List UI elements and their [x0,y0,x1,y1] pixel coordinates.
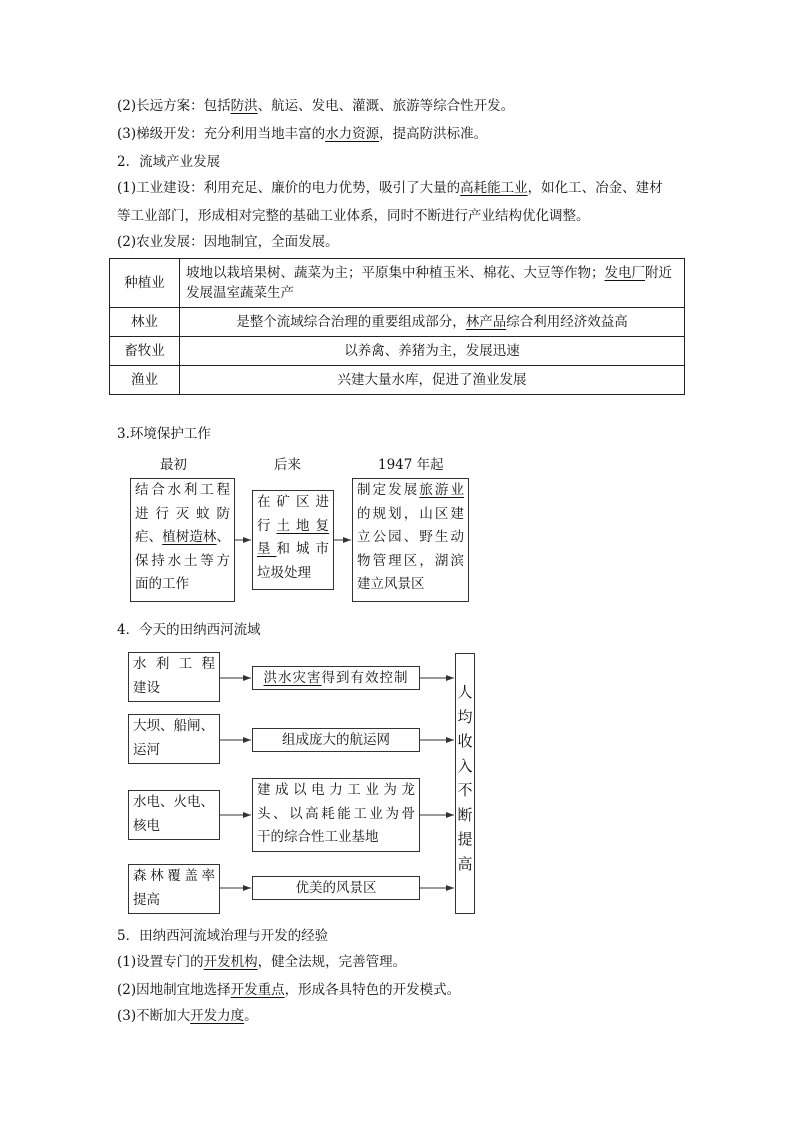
cause-box-power: 水电、火电、 核电 [128,790,220,840]
row-head: 渔业 [110,366,180,395]
row-cell: 是整个流域综合治理的重要组成部分，林产品综合利用经济效益高 [180,308,685,337]
experience-3: (3)不断加大开发力度。 [117,1008,258,1024]
effect-box-navigation: 组成庞大的航运网 [252,728,420,752]
stage-header-initial: 最初 [160,457,187,473]
row-cell: 兴建大量水库，促进了渔业发展 [180,366,685,395]
stage-header-later: 后来 [274,457,301,473]
row-head: 畜牧业 [110,337,180,366]
row-head: 林业 [110,308,180,337]
cause-box-forest: 森林覆盖率 提高 [128,864,220,914]
effect-box-industry: 建成以电力工业为龙 头、以高耗能工业为骨 干的综合性工业基地 [252,778,420,852]
row-cell: 坡地以栽培果树、蔬菜为主；平原集中种植玉米、棉花、大豆等作物；发电厂附近发展温室蔬菜生产 [180,259,685,308]
stage-box-later: 在矿区进 行土地复 垦和城市 垃圾处理 [252,490,334,590]
section-heading-5: 5．田纳西河流域治理与开发的经验 [117,928,329,944]
plan-cascade: (3)梯级开发：充分利用当地丰富的水力资源，提高防洪标准。 [117,126,488,142]
cause-box-water: 水利工程 建设 [128,652,220,702]
row-head: 种植业 [110,259,180,308]
stage-box-1947: 制定发展旅游业 的规划，山区建 立公园、野生动 物管理区，湖滨 建立风景区 [352,478,469,602]
stage-header-1947: 1947 年起 [378,457,444,473]
section-heading-3: 3.环境保护工作 [117,426,211,442]
effect-box-flood: 洪水灾害得到有效控制 [252,666,420,690]
result-box-income: 人 均 收 入 不 断 提 高 [455,653,475,914]
experience-1: (1)设置专门的开发机构，健全法规，完善管理。 [117,954,407,970]
stage-box-initial: 结合水利工程 进行灭蚊防 疟、植树造林、 保持水土等方 面的工作 [130,478,235,602]
key-term: 水力资源 [325,126,380,142]
agriculture-line: (2)农业发展：因地制宜，全面发展。 [117,234,339,250]
cause-box-dams: 大坝、船闸、 运河 [128,714,220,764]
key-term: 高耗能工业 [460,180,528,196]
effect-box-scenery: 优美的风景区 [252,876,420,900]
industry-line-1: (1)工业建设：利用充足、廉价的电力优势，吸引了大量的高耗能工业，如化工、冶金、建材 [117,180,663,196]
key-term: 防洪 [230,98,258,114]
section-heading-2: 2．流域产业发展 [117,154,221,170]
industry-line-2: 等工业部门，形成相对完整的基础工业体系，同时不断进行产业结构优化调整。 [117,208,590,224]
experience-2: (2)因地制宜地选择开发重点，形成各具特色的开发模式。 [117,982,461,998]
row-cell: 以养禽、养猪为主，发展迅速 [180,337,685,366]
plan-long-term: (2)长远方案：包括防洪、航运、发电、灌溉、旅游等综合性开发。 [117,98,515,114]
section-heading-4: 4．今天的田纳西河流域 [117,622,261,638]
